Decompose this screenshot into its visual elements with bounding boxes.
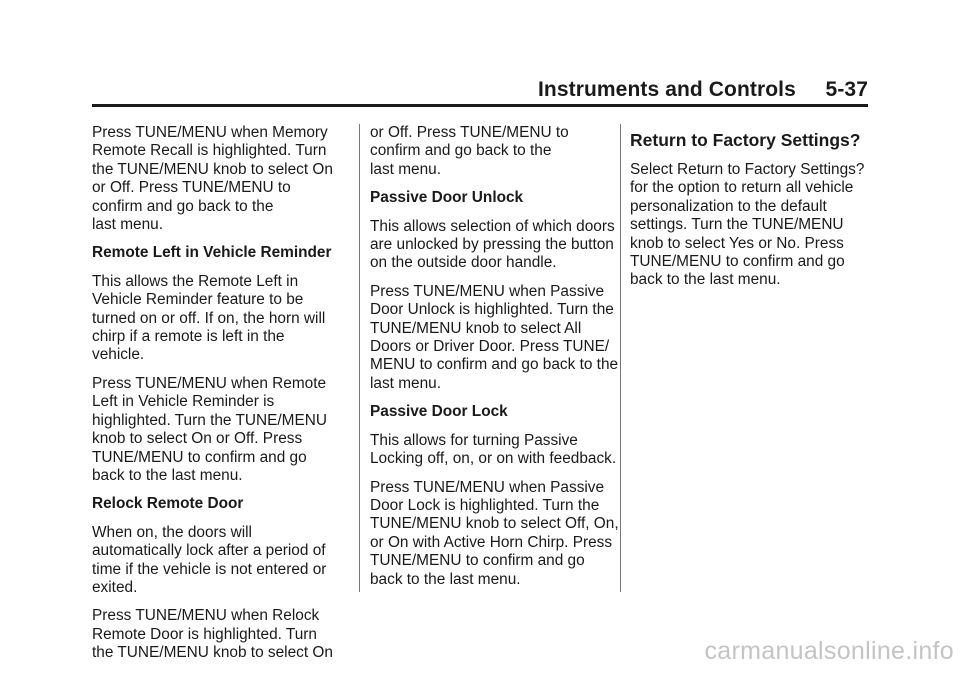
text-line: highlighted. Turn the TUNE/MENU (92, 411, 327, 429)
text-line: Door Lock is highlighted. Turn the (370, 496, 600, 514)
text-line: TUNE/MENU knob to select Off, On, (370, 515, 619, 533)
page-header (0, 0, 960, 112)
text-line: This allows the Remote Left in (92, 272, 299, 290)
section-heading: Return to Factory Settings? (630, 130, 861, 150)
text-line: or On with Active Horn Chirp. Press (370, 533, 613, 551)
page-header-title: Instruments and Controls 5-37 (537, 78, 868, 101)
text-line: last menu. (92, 216, 164, 234)
text-line: Press TUNE/MENU when Relock (92, 607, 320, 625)
text-line: Press TUNE/MENU when Remote (92, 374, 327, 392)
text-line: the TUNE/MENU knob to select On (92, 644, 333, 662)
text-line: confirm and go back to the (92, 197, 274, 215)
text-line: Press TUNE/MENU when Memory (92, 124, 328, 141)
paragraph (370, 282, 619, 393)
paragraph (370, 431, 617, 469)
paragraph (630, 161, 870, 290)
text-line: confirm and go back to the (370, 142, 552, 160)
text-line: settings. Turn the TUNE/MENU (630, 216, 844, 234)
paragraph (92, 124, 354, 234)
text-line: on the outside door handle. (370, 254, 557, 272)
text-line: Select Return to Factory Settings? (630, 161, 865, 178)
text-line: TUNE/MENU to confirm and go (370, 552, 585, 570)
paragraph (370, 217, 615, 273)
column-1 (92, 124, 354, 673)
text-line: This allows selection of which doors (370, 217, 615, 235)
text-line: TUNE/MENU to confirm and go (630, 253, 845, 271)
column-divider-1 (359, 124, 360, 592)
text-line: for the option to return all vehicle (630, 179, 854, 197)
text-line: Doors or Driver Door. Press TUNE/ (370, 338, 610, 356)
subheading: Relock Remote Door (92, 495, 244, 513)
text-line: knob to select On or Off. Press (92, 430, 303, 448)
text-line: back to the last menu. (92, 466, 243, 484)
subheading: Passive Door Lock (370, 403, 508, 421)
column-3 (630, 124, 870, 300)
text-line: Door Unlock is highlighted. Turn the (370, 301, 614, 319)
text-line: last menu. (370, 160, 442, 178)
paragraph (370, 478, 619, 589)
header-rule (92, 104, 868, 107)
text-line: MENU to confirm and go back to the (370, 356, 619, 374)
text-line: TUNE/MENU to confirm and go (92, 448, 307, 466)
subheading: Remote Left in Vehicle Reminder (92, 244, 332, 262)
text-line: automatically lock after a period of (92, 542, 326, 560)
text-line: knob to select Yes or No. Press (630, 234, 844, 252)
text-line: Locking off, on, or on with feedback. (370, 450, 617, 468)
text-line: or Off. Press TUNE/MENU to (92, 179, 291, 197)
column-2 (370, 124, 619, 599)
text-line: chirp if a remote is left in the (92, 328, 285, 346)
paragraph (92, 607, 354, 662)
text-line: Remote Door is highlighted. Turn (92, 625, 317, 643)
text-line: Vehicle Reminder feature to be (92, 291, 304, 309)
text-line: This allows for turning Passive (370, 431, 578, 449)
text-line: last menu. (370, 374, 442, 392)
paragraph (92, 524, 354, 598)
text-line: When on, the doors will (92, 523, 252, 541)
text-line: Press TUNE/MENU when Passive (370, 282, 605, 300)
text-line: the TUNE/MENU knob to select On (92, 160, 333, 178)
text-line: exited. (92, 578, 138, 596)
paragraph (370, 124, 610, 179)
text-line: Remote Recall is highlighted. Turn (92, 142, 327, 160)
text-line: vehicle. (92, 346, 145, 364)
text-line: Press TUNE/MENU when Passive (370, 478, 605, 496)
text-line: TUNE/MENU knob to select All (370, 319, 582, 337)
text-line: or Off. Press TUNE/MENU to (370, 124, 569, 141)
text-line: Left in Vehicle Reminder is (92, 393, 275, 411)
paragraph (92, 273, 354, 365)
text-line: turned on or off. If on, the horn will (92, 309, 326, 327)
text-line: time if the vehicle is not entered or (92, 560, 327, 578)
text-line: back to the last menu. (370, 570, 521, 588)
paragraph (92, 375, 354, 485)
column-divider-2 (620, 124, 621, 592)
watermark: carmanualsonline.info (704, 637, 954, 665)
text-line: are unlocked by pressing the button (370, 236, 614, 254)
text-line: personalization to the default (630, 197, 827, 215)
subheading: Passive Door Unlock (370, 189, 524, 207)
text-line: back to the last menu. (630, 271, 781, 289)
